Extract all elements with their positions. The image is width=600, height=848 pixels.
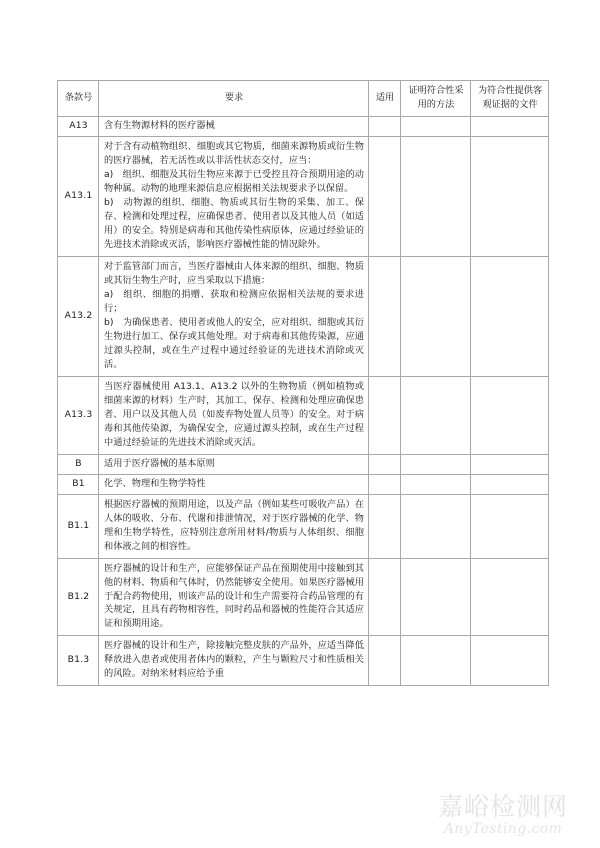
requirement-paragraph: 根据医疗器械的预期用途，以及产品（例如某些可吸收产品）在人体的吸收、分布、代谢和排泄情况，对于医疗器械的化学、物理和生物学特性，应特别注意所用材料/物质与人体组织、细胞和体液之间的相容性。 [104, 498, 364, 552]
requirement-paragraph: b) 动物源的组织、细胞、物质或其衍生物的采集、加工、保存、检测和处理过程，应确保患者、使用者以及其他人员（如适用）的安全。特别是病毒和其他传染性病原体，应通过经验证的先进技术消除或灭活，影响医疗器械性能的情况除外。 [104, 196, 364, 250]
cell-requirement-text [99, 454, 369, 474]
cell-clause-number: A13 [58, 116, 99, 136]
requirement-paragraph: 化学、物理和生物学特性 [104, 477, 206, 489]
header-requirement: 要求 [99, 81, 369, 117]
table-row [58, 636, 549, 686]
requirement-paragraph: 医疗器械的设计和生产，应能够保证产品在预期使用中接触到其他的材料、物质和气体时，仍然能够安全使用。如果医疗器械用于配合药物使用，则该产品的设计和生产需要符合药品管理的有关规定，且具有药物相容性，同时药品和器械的性能符合其适应证和预期用途。 [104, 562, 364, 630]
table-row [58, 376, 549, 454]
cell-evidence-document[interactable] [471, 116, 549, 136]
cell-evidence-document[interactable] [471, 256, 549, 376]
cell-compliance-method[interactable] [401, 636, 471, 686]
cell-applicable[interactable] [369, 454, 401, 474]
cell-requirement-text [99, 636, 369, 686]
requirement-paragraph: b) 为确保患者、使用者或他人的安全，应对组织、细胞或其衍生物进行加工、保存或其他处理。对于病毒和其他传染源，应通过源头控制，或在生产过程中通过经验证的先进技术消除或灭活。 [104, 316, 364, 370]
cell-compliance-method[interactable] [401, 454, 471, 474]
watermark [418, 793, 588, 838]
requirement-paragraph: a) 组织、细胞及其衍生物应来源于已受控且符合预期用途的动物种属。动物的地理来源信息应根据相关法规要求予以保留。 [104, 168, 364, 194]
cell-evidence-document[interactable] [471, 636, 549, 686]
requirement-paragraph: 适用于医疗器械的基本原则 [104, 457, 215, 469]
cell-applicable[interactable] [369, 474, 401, 494]
cell-evidence-document[interactable] [471, 474, 549, 494]
cell-applicable[interactable] [369, 116, 401, 136]
cell-requirement-text [99, 494, 369, 558]
cell-applicable[interactable] [369, 558, 401, 636]
table-row [58, 558, 549, 636]
cell-clause-number: B1.2 [58, 558, 99, 636]
requirement-paragraph: a) 组织、细胞的捐赠、获取和检测应依据相关法规的要求进行； [104, 288, 364, 314]
cell-applicable[interactable] [369, 376, 401, 454]
cell-applicable[interactable] [369, 256, 401, 376]
table-row [58, 454, 549, 474]
requirement-paragraph: 含有生物源材料的医疗器械 [104, 119, 215, 131]
cell-clause-number: A13.2 [58, 256, 99, 376]
cell-evidence-document[interactable] [471, 136, 549, 256]
header-applicable: 适用 [369, 81, 401, 117]
cell-compliance-method[interactable] [401, 136, 471, 256]
requirement-paragraph: 对于监管部门而言，当医疗器械由人体来源的组织、细胞、物质或其衍生物生产时，应当采取以下措施： [104, 260, 364, 286]
cell-requirement-text [99, 116, 369, 136]
cell-clause-number: A13.1 [58, 136, 99, 256]
cell-requirement-text [99, 376, 369, 454]
cell-requirement-text [99, 136, 369, 256]
header-clause-number: 条款号 [58, 81, 99, 117]
watermark-chinese-text: 嘉峪检测网 [437, 791, 568, 821]
requirement-paragraph: 当医疗器械使用 A13.1、A13.2 以外的生物物质（例如植物或细菌来源的材料）生产时，其加工、保存、检测和处理应确保患者、用户以及其他人员（如废弃物处置人员等）的安全。对于病毒和其他传染源，为确保安全，应通过源头控制，或在生产过程中通过经验证的先进技术消除或灭活。 [104, 380, 364, 448]
cell-compliance-method[interactable] [401, 376, 471, 454]
cell-compliance-method[interactable] [401, 116, 471, 136]
cell-evidence-document[interactable] [471, 376, 549, 454]
cell-requirement-text [99, 474, 369, 494]
cell-clause-number: A13.3 [58, 376, 99, 454]
table-row [58, 474, 549, 494]
requirements-checklist-table [57, 80, 549, 686]
table-row [58, 256, 549, 376]
cell-compliance-method[interactable] [401, 256, 471, 376]
table-row [58, 136, 549, 256]
table-header [58, 81, 549, 117]
cell-clause-number: B1.3 [58, 636, 99, 686]
watermark-english-text: AnyTesting.com [443, 821, 563, 838]
cell-evidence-document[interactable] [471, 558, 549, 636]
cell-compliance-method[interactable] [401, 474, 471, 494]
cell-applicable[interactable] [369, 494, 401, 558]
cell-requirement-text [99, 256, 369, 376]
header-objective-evidence-document: 为符合性提供客观证据的文件 [471, 81, 549, 117]
table-row [58, 116, 549, 136]
cell-evidence-document[interactable] [471, 494, 549, 558]
requirement-paragraph: 医疗器械的设计和生产，除接触完整皮肤的产品外，应适当降低释放进入患者或使用者体内的颗粒，产生与颗粒尺寸和性质相关的风险。对纳米材料应给予重 [104, 640, 364, 680]
cell-evidence-document[interactable] [471, 454, 549, 474]
cell-clause-number: B [58, 454, 99, 474]
cell-clause-number: B1.1 [58, 494, 99, 558]
cell-clause-number: B1 [58, 474, 99, 494]
cell-applicable[interactable] [369, 136, 401, 256]
table-row [58, 494, 549, 558]
requirement-paragraph: 对于含有动植物组织、细胞或其它物质，细菌来源物质或衍生物的医疗器械，若无活性或以非活性状态交付，应当： [104, 140, 364, 166]
checklist-table-container [57, 80, 548, 686]
cell-compliance-method[interactable] [401, 558, 471, 636]
table-header-row [58, 81, 549, 117]
cell-applicable[interactable] [369, 636, 401, 686]
header-method-of-compliance: 证明符合性采用的方法 [401, 81, 471, 117]
table-body [58, 116, 549, 685]
cell-compliance-method[interactable] [401, 494, 471, 558]
cell-requirement-text [99, 558, 369, 636]
